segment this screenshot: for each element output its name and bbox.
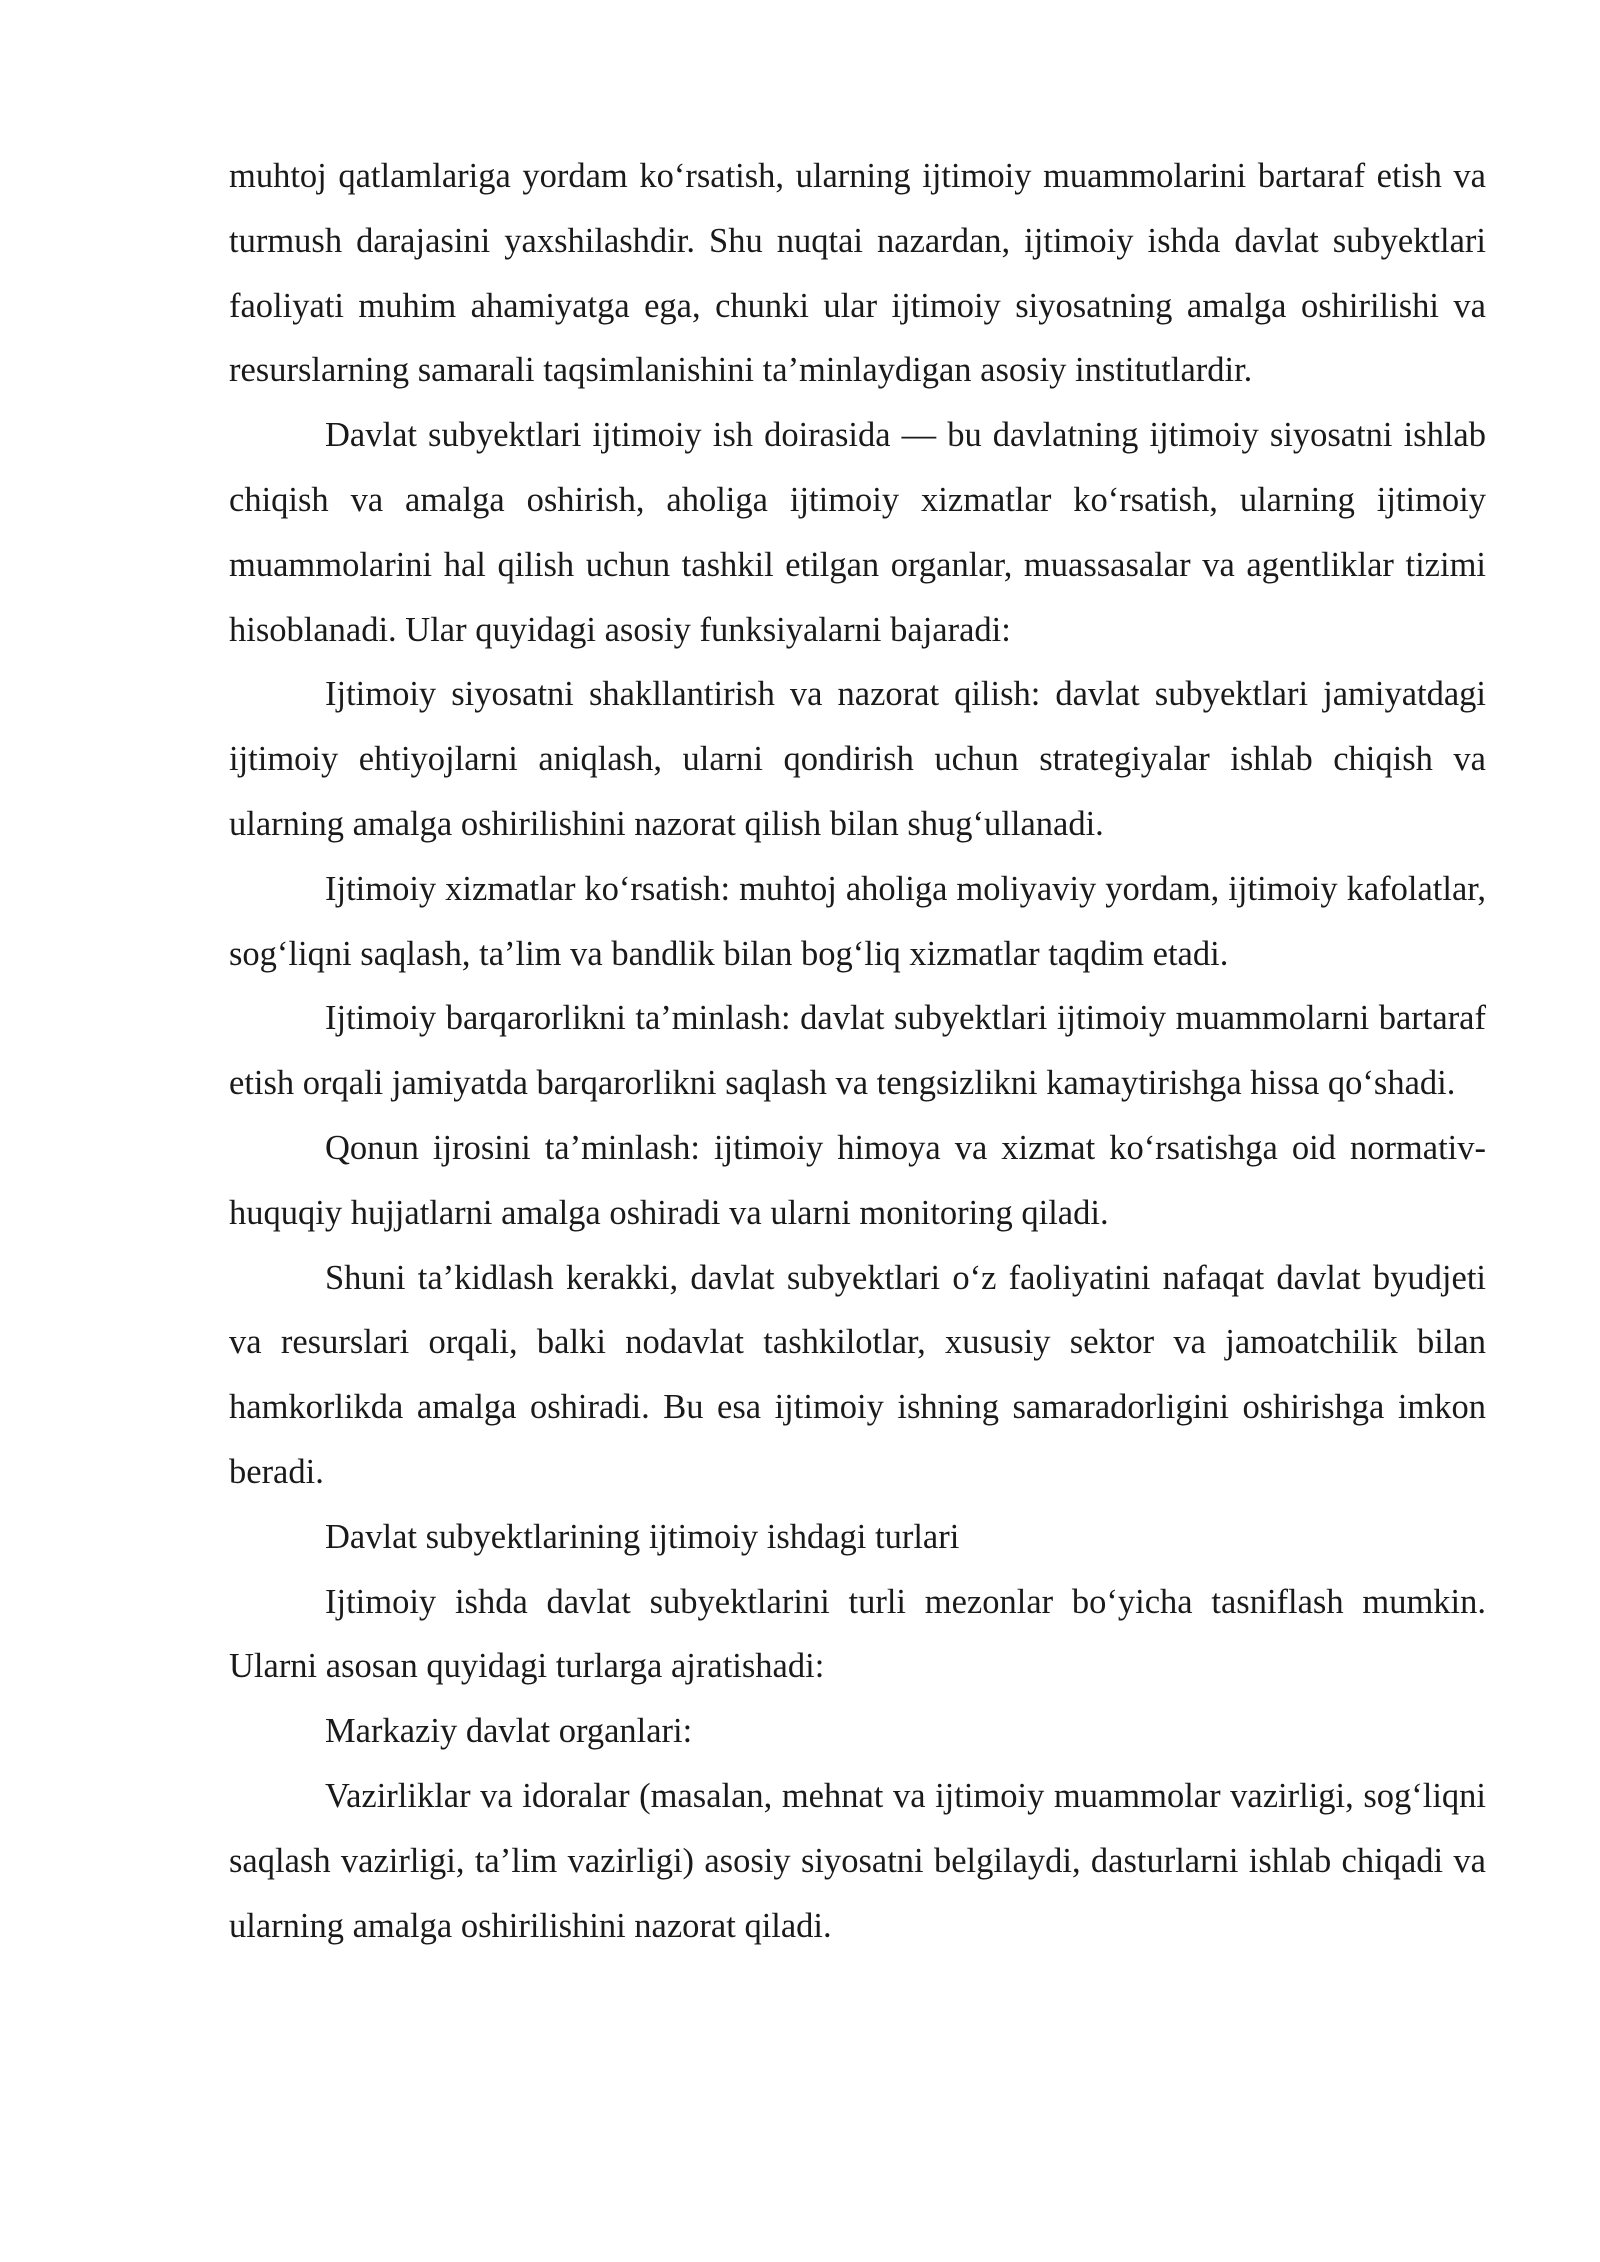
- paragraph-cooperation: Shuni ta’kidlash kerakki, davlat subyektlari o‘z faoliyatini nafaqat davlat byudjeti va resurslari orqali, balki nodavlat tashkilotlar, xususiy sektor va jamoatchilik bilan hamkorlikda amalga oshiradi. Bu esa ijtimoiy ishning samaradorligini oshirishga imkon beradi.: [229, 1258, 1486, 1491]
- paragraph-classification: Ijtimoiy ishda davlat subyektlarini turli mezonlar bo‘yicha tasniflash mumkin. Ularni asosan quyidagi turlarga ajratishadi:: [229, 1582, 1486, 1686]
- paragraph-function-stability: Ijtimoiy barqarorlikni ta’minlash: davlat subyektlari ijtimoiy muammolarni bartaraf etish orqali jamiyatda barqarorlikni saqlash va tengsizlikni kamaytirishga hissa qo‘shadi.: [229, 999, 1486, 1103]
- paragraph-continuation: muhtoj qatlamlariga yordam ko‘rsatish, ularning ijtimoiy muammolarini bartaraf etish va turmush darajasini yaxshilashdir. Shu nuqtai nazardan, ijtimoiy ishda davlat subyektlari faoliyati muhim ahamiyatga ega, chunki ular ijtimoiy siyosatning amalga oshirilishi va resurslarning samarali taqsimlanishini ta’minlaydigan asosiy institutlardir.: [229, 157, 1486, 390]
- subsection-heading: Markaziy davlat organlari:: [325, 1712, 693, 1751]
- paragraph-ministries: Vazirliklar va idoralar (masalan, mehnat va ijtimoiy muammolar vazirligi, sog‘liqni saqlash vazirligi, ta’lim vazirligi) asosiy siyosatni belgilaydi, dasturlarni ishlab chiqadi va ularning amalga oshirilishini nazorat qiladi.: [229, 1776, 1486, 1945]
- section-heading: Davlat subyektlarining ijtimoiy ishdagi turlari: [325, 1517, 960, 1556]
- paragraph-definition: Davlat subyektlari ijtimoiy ish doirasida — bu davlatning ijtimoiy siyosatni ishlab chiqish va amalga oshirish, aholiga ijtimoiy xizmatlar ko‘rsatish, ularning ijtimoiy muammolarini hal qilish uchun tashkil etilgan organlar, muassasalar va agentliklar tizimi hisoblanadi. Ular quyidagi asosiy funksiyalarni bajaradi:: [229, 416, 1486, 649]
- paragraph-function-policy: Ijtimoiy siyosatni shakllantirish va nazorat qilish: davlat subyektlari jamiyatdagi ijtimoiy ehtiyojlarni aniqlash, ularni qondirish uchun strategiyalar ishlab chiqish va ularning amalga oshirilishini nazorat qilish bilan shug‘ullanadi.: [229, 675, 1486, 843]
- paragraph-function-law: Qonun ijrosini ta’minlash: ijtimoiy himoya va xizmat ko‘rsatishga oid normativ-huquqiy hujjatlarni amalga oshiradi va ularni monitoring qiladi.: [229, 1128, 1486, 1232]
- document-body: [229, 144, 1486, 1958]
- paragraph-function-services: Ijtimoiy xizmatlar ko‘rsatish: muhtoj aholiga moliyaviy yordam, ijtimoiy kafolatlar, sog‘liqni saqlash, ta’lim va bandlik bilan bog‘liq xizmatlar taqdim etadi.: [229, 869, 1486, 973]
